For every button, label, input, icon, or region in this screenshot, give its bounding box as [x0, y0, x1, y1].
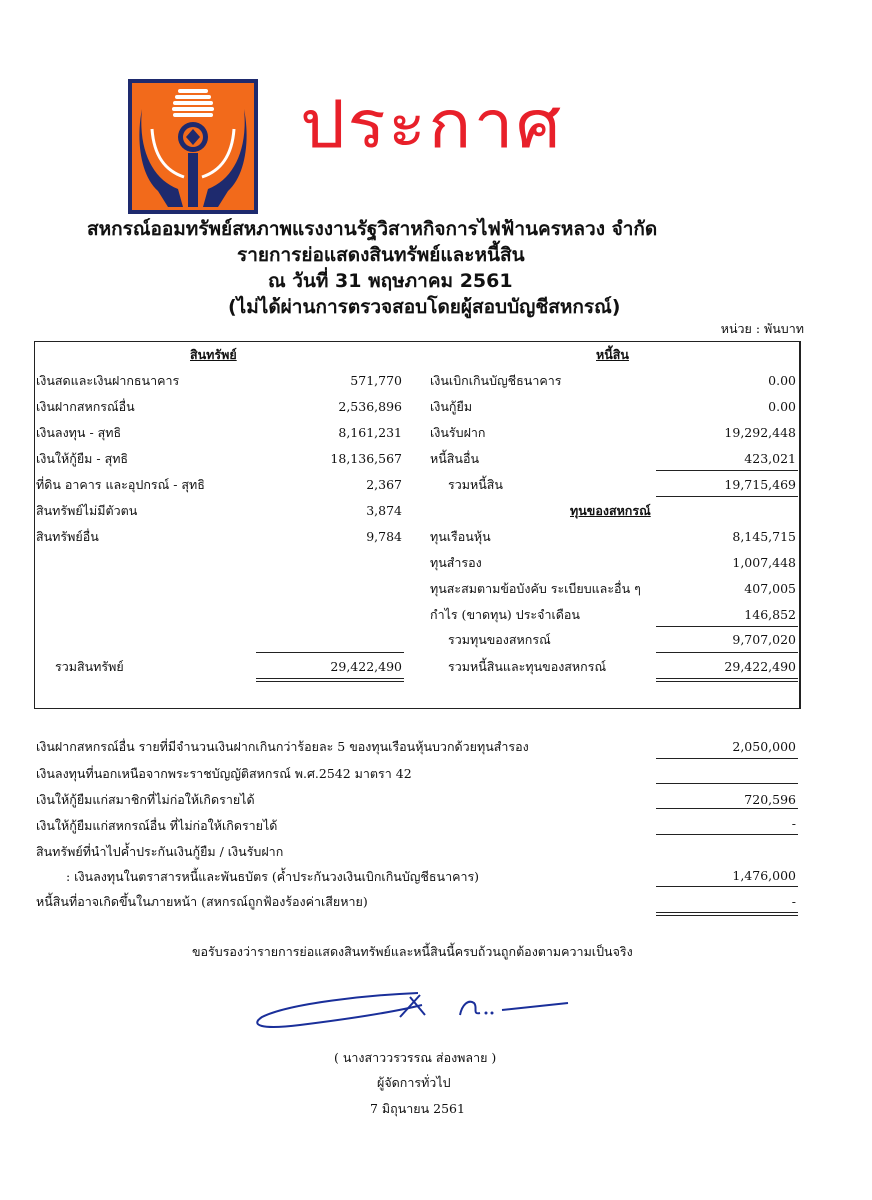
- asset-value: 8,161,231: [338, 425, 402, 440]
- asset-total-rule: [256, 652, 404, 653]
- asset-label: สินทรัพย์ไม่มีตัวตน: [36, 503, 138, 518]
- note-value: 1,476,000: [732, 868, 796, 883]
- note-value: -: [791, 894, 796, 909]
- note-rule: [656, 758, 798, 759]
- note-label: เงินให้กู้ยืมแก่สมาชิกที่ไม่ก่อให้เกิดรายได้: [36, 792, 255, 807]
- liabilities-total-value: 19,715,469: [724, 477, 796, 492]
- equity-label: กำไร (ขาดทุน) ประจำเดือน: [430, 607, 580, 622]
- asset-label: เงินให้กู้ยืม - สุทธิ: [36, 451, 129, 466]
- asset-value: 9,784: [366, 529, 402, 544]
- asset-total-double-rule: [256, 678, 404, 682]
- note-value: 2,050,000: [732, 739, 796, 754]
- note-label: : เงินลงทุนในตราสารหนี้และพันธบัตร (ค้ำประกันวงเงินเบิกเกินบัญชีธนาคาร): [66, 869, 480, 884]
- grand-total-double-rule: [656, 678, 798, 682]
- liability-label: หนี้สินอื่น: [430, 451, 480, 466]
- note-label: หนี้สินที่อาจเกิดขึ้นในภายหน้า (สหกรณ์ถูกฟ้องร้องค่าเสียหาย): [36, 894, 368, 909]
- assets-total-label: รวมสินทรัพย์: [55, 659, 124, 674]
- liabilities-heading: หนี้สิน: [596, 347, 629, 362]
- certification-statement: ขอรับรองว่ารายการย่อแสดงสินทรัพย์และหนี้สินนี้ครบถ้วนถูกต้องตามความเป็นจริง: [192, 944, 633, 959]
- unit-label: หน่วย : พันบาท: [720, 321, 804, 336]
- note-label: เงินฝากสหกรณ์อื่น รายที่มีจำนวนเงินฝากเกินกว่าร้อยละ 5 ของทุนเรือนหุ้นบวกด้วยทุนสำรอง: [36, 739, 529, 754]
- grand-total-label: รวมหนี้สินและทุนของสหกรณ์: [448, 659, 607, 674]
- note-rule: [656, 834, 798, 835]
- asset-value: 2,536,896: [338, 399, 402, 414]
- balance-sheet-frame: [34, 341, 801, 709]
- signer-position: ผู้จัดการทั่วไป: [377, 1075, 451, 1090]
- asset-value: 571,770: [350, 373, 402, 388]
- liability-label: เงินเบิกเกินบัญชีธนาคาร: [430, 373, 562, 388]
- asset-label: เงินฝากสหกรณ์อื่น: [36, 399, 135, 414]
- asset-label: ที่ดิน อาคาร และอุปกรณ์ - สุทธิ: [36, 477, 205, 492]
- asset-value: 2,367: [366, 477, 402, 492]
- announcement-title: ประกาศ: [300, 86, 564, 163]
- equity-heading: ทุนของสหกรณ์: [570, 503, 651, 518]
- note-rule: [656, 783, 798, 784]
- liability-total-rule: [656, 470, 798, 471]
- equity-total-rule: [656, 626, 798, 627]
- asset-value: 18,136,567: [330, 451, 402, 466]
- asset-label: สินทรัพย์อื่น: [36, 529, 99, 544]
- assets-total-value: 29,422,490: [330, 659, 402, 674]
- signer-name: ( นางสาววรวรรณ ส่องพลาย ): [334, 1050, 497, 1065]
- note-rule: [656, 808, 798, 809]
- note-label: เงินลงทุนที่นอกเหนือจากพระราชบัญญัติสหกรณ์ พ.ศ.2542 มาตรา 42: [36, 766, 412, 781]
- report-title: รายการย่อแสดงสินทรัพย์และหนี้สิน: [237, 244, 525, 266]
- asset-label: เงินลงทุน - สุทธิ: [36, 425, 122, 440]
- liability-total-bottom-rule: [656, 496, 798, 497]
- asset-value: 3,874: [366, 503, 402, 518]
- liability-value: 423,021: [744, 451, 796, 466]
- note-rule: [656, 886, 798, 887]
- equity-value: 146,852: [744, 607, 796, 622]
- equity-label: ทุนสะสมตามข้อบังคับ ระเบียบและอื่น ๆ: [430, 581, 641, 596]
- equity-total-value: 9,707,020: [732, 632, 796, 647]
- note-value: 720,596: [744, 792, 796, 807]
- grand-total-value: 29,422,490: [724, 659, 796, 674]
- liability-label: เงินรับฝาก: [430, 425, 486, 440]
- liability-value: 0.00: [768, 399, 796, 414]
- liability-value: 0.00: [768, 373, 796, 388]
- liabilities-total-label: รวมหนี้สิน: [448, 477, 503, 492]
- note-label: เงินให้กู้ยืมแก่สหกรณ์อื่น ที่ไม่ก่อให้เกิดรายได้: [36, 818, 278, 833]
- equity-value: 8,145,715: [732, 529, 796, 544]
- signature-icon: [250, 985, 580, 1039]
- assets-heading: สินทรัพย์: [190, 347, 237, 362]
- note-value: -: [791, 816, 796, 831]
- note-double-rule: [656, 912, 798, 916]
- equity-value: 1,007,448: [732, 555, 796, 570]
- equity-total-bottom-rule: [656, 652, 798, 653]
- equity-label: ทุนสำรอง: [430, 555, 482, 570]
- liability-value: 19,292,448: [724, 425, 796, 440]
- certification-date: 7 มิถุนายน 2561: [370, 1101, 465, 1116]
- report-date: ณ วันที่ 31 พฤษภาคม 2561: [268, 270, 513, 292]
- asset-label: เงินสดและเงินฝากธนาคาร: [36, 373, 180, 388]
- cooperative-name: สหกรณ์ออมทรัพย์สหภาพแรงงานรัฐวิสาหกิจการไฟฟ้านครหลวง จำกัด: [87, 218, 658, 240]
- equity-value: 407,005: [744, 581, 796, 596]
- equity-total-label: รวมทุนของสหกรณ์: [448, 632, 551, 647]
- audit-note: (ไม่ได้ผ่านการตรวจสอบโดยผู้สอบบัญชีสหกรณ์): [228, 296, 621, 318]
- cooperative-logo-icon: [128, 79, 258, 214]
- note-label: สินทรัพย์ที่นำไปค้ำประกันเงินกู้ยืม / เงินรับฝาก: [36, 844, 284, 859]
- equity-label: ทุนเรือนหุ้น: [430, 529, 491, 544]
- liability-label: เงินกู้ยืม: [430, 399, 473, 414]
